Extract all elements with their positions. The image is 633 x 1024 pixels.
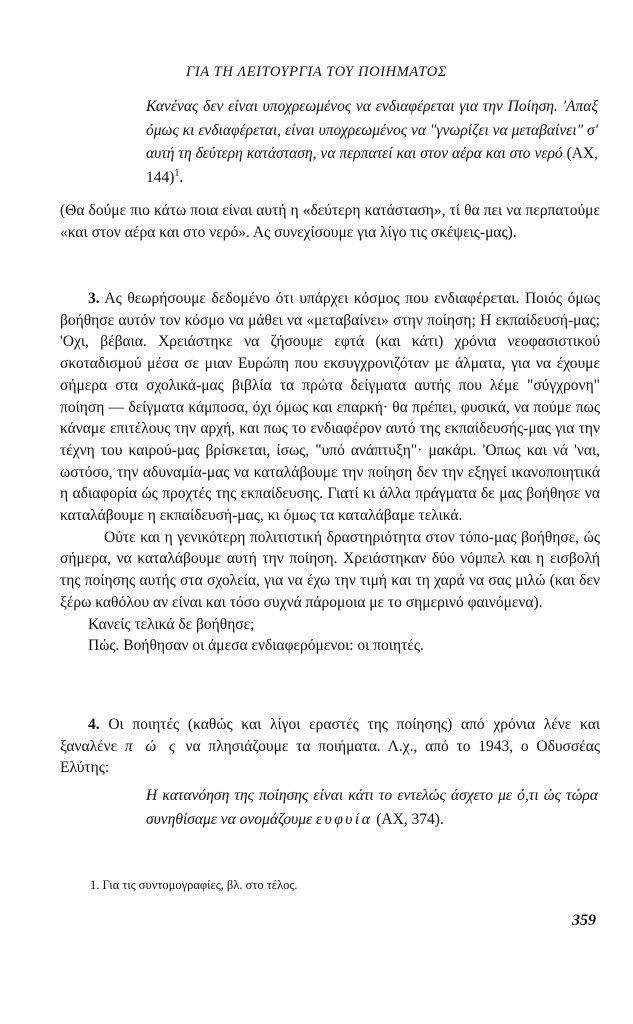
- page-number: 359: [572, 912, 596, 929]
- intro-paragraph: [60, 200, 600, 243]
- section-4-spaced-word: π ώ ς: [124, 737, 178, 755]
- epigraph-citation: (ΑΧ, 144): [146, 145, 599, 186]
- intro-text: (Θα δούμε πιο κάτω ποια είναι αυτή η «δεύτερη κατάσταση», τί θα πει να περπατούμε «και στον αέρα και στο νερό». Ας συνεχίσουμε για λίγο τις σκέψεις-μας).: [60, 202, 600, 241]
- section-3-paragraph-1: [60, 288, 600, 527]
- elytis-quote: [146, 784, 598, 831]
- section-4-text-before: Οι ποιητές (καθώς και λίγοι εραστές της ποίησης) από χρόνια λένε και ξαναλένε: [60, 716, 601, 755]
- footnote: 1. Για τις συντομογραφίες, βλ. στο τέλος.: [90, 878, 298, 892]
- section-4-number: 4.: [88, 716, 100, 733]
- quote-spaced-word: ευφυία: [316, 810, 373, 828]
- section-3-p1-text: Ας θεωρήσουμε δεδομένο ότι υπάρχει κόσμος που ενδιαφέρεται. Ποιός όμως βοήθησε αυτόν τον κόσμο να μάθει να «μεταβαίνει» στην ποίηση; Η εκπαίδευσή-μας; 'Οχι, βέβαια. Χρειάστηκε να ζήσουμε εφτά (και κάτι) χρόνια νεοφασιστικού σκοταδισμού μέσα σε μιαν Ευρώπη που εκσυγχρονιζόταν με άλματα, για να έχουμε σήμερα στα σχολικά-μας βιβλία τα πρώτα δείγματα αυτής που λέμε "σύγχρονη" ποίηση — δείγματα κάμποσα, όχι όμως και επαρκή· θα πρέπει, φυσικά, να πούμε πως κάναμε επιτέλους την αρχή, και πως το ενδιαφέρον αυτό της εκπαίδευσής-μας για την τέχνη του καιρού-μας βρίσκεται, ίσως, "υπό ανάπτυξη"· μακάρι. 'Οπως και νά 'ναι, ωστόσο, την αδυναμία-μας να καταλάβουμε την ποίηση δεν την εξηγεί ικανοποιητικά η αδιαφορία ώς προχτές της εκπαίδευσης. Γιατί κι άλλα πράγματα δε μας βοήθησε να καταλάβουμε η εκπαίδευσή-μας, κι όμως τα καταλάβαμε τελικά.: [60, 290, 600, 525]
- epigraph-quote: [146, 95, 598, 189]
- running-head: ΓΙΑ ΤΗ ΛΕΙΤΟΥΡΓΙΑ ΤΟΥ ΠΟΙΗΜΑΤΟΣ: [185, 64, 448, 80]
- section-3-number: 3.: [88, 290, 100, 307]
- epigraph-end: .: [179, 168, 184, 186]
- section-3-paragraph-3: Κανείς τελικά δε βοήθησε;: [88, 615, 255, 633]
- section-3-paragraph-2: Ούτε και η γενικότερη πολιτιστική δραστηριότητα στον τόπο-μας βοήθησε, ώς σήμερα, να καταλάβουμε αυτή την ποίηση. Χρειάστηκαν δύο νόμπελ και η εισβολή της ποίησης αυτής στα σχολεία, για να έχω την τιμή και τη χαρά να σας μιλώ (και δεν ξέρω καθόλου αν είναι και τόσο συχνά πάρομοια με το σημερινό φαινόμενα).: [60, 528, 600, 611]
- quote-citation: (ΑΧ, 374).: [376, 810, 444, 828]
- section-4: [60, 714, 600, 779]
- section-4-text-after: να πλησιάζουμε τα ποιήματα. Λ.χ., από το 1943, ο Οδυσσέας Ελύτης:: [60, 737, 601, 777]
- section-3: [60, 288, 600, 657]
- section-4-paragraph: [60, 714, 600, 779]
- section-3-paragraph-4: Πώς. Βοήθησαν οι άμεσα ενδιαφερόμενοι: οι ποιητές.: [88, 637, 424, 655]
- quote-text: Η κατανόηση της ποίησης είναι κάτι το εντελώς άσχετο με ό,τι ώς τώρα συνηθίσαμε να ονομάζουμε: [146, 787, 598, 828]
- footnote-mark: 1: [174, 167, 180, 179]
- epigraph-text: Κανένας δεν είναι υποχρεωμένος να ενδιαφέρεται για την Ποίηση. 'Απαξ όμως κι ενδιαφέρεται, είναι υποχρεωμένος να "γνωρίζει να μεταβαίνει" σ' αυτή τη δεύτερη κατάσταση, να περπατεί και στον αέρα και στο νερό: [146, 98, 598, 162]
